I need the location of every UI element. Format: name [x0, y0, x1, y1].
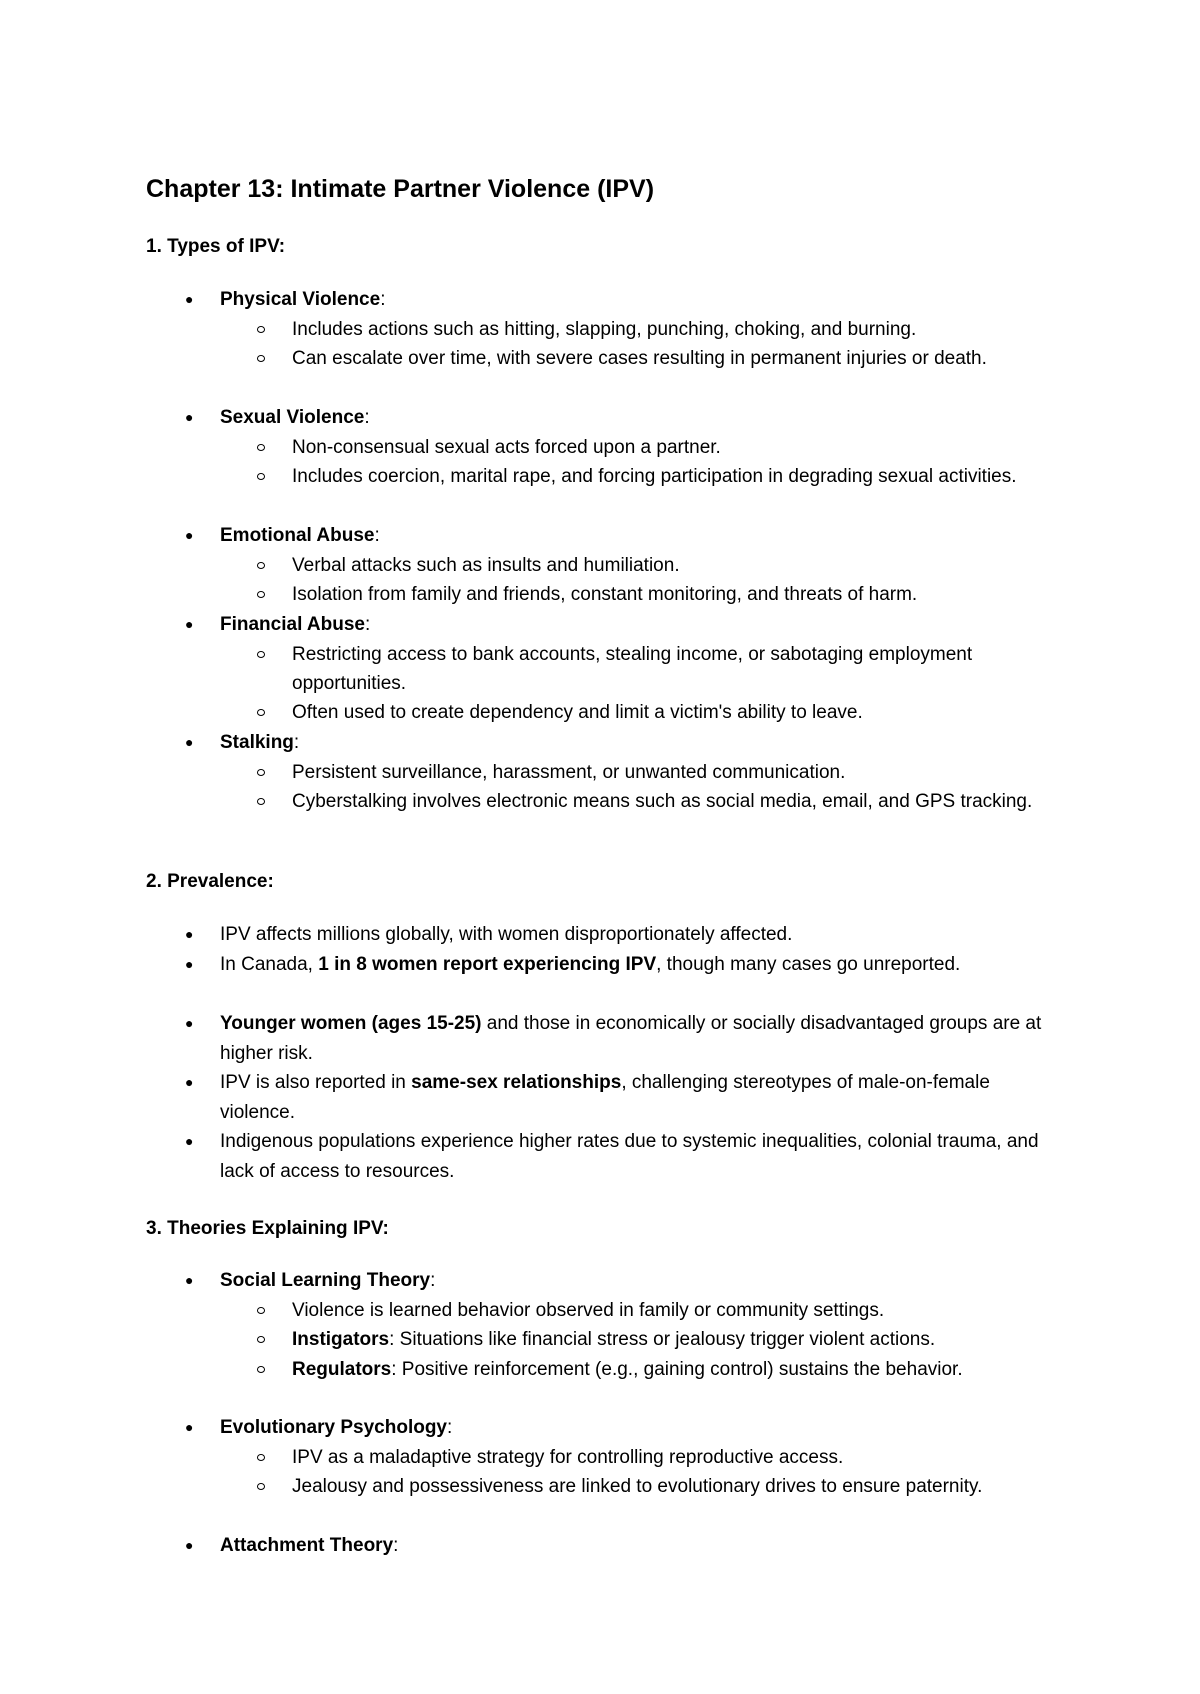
item-text: :: [447, 1417, 453, 1438]
sub-item-text: Restricting access to bank accounts, stealing income, or sabotaging employment opportunities.: [292, 643, 973, 694]
hollow-bullet-icon: [257, 326, 265, 333]
sub-item-text: Can escalate over time, with severe cases resulting in permanent injuries or death.: [292, 348, 987, 369]
sub-item-text: Violence is learned behavior observed in family or community settings.: [292, 1299, 885, 1321]
bullet-icon: ●: [185, 1419, 194, 1435]
item-emphasis: same-sex relationships: [411, 1072, 622, 1093]
bullet-icon: ●: [185, 527, 194, 543]
sub-item-text: : Situations like financial stress or jealousy trigger violent actions.: [389, 1329, 936, 1350]
item-term: Sexual Violence: [220, 407, 365, 428]
bullet-icon: ●: [185, 616, 194, 632]
sub-item-text: IPV as a maladaptive strategy for controlling reproductive access.: [292, 1446, 844, 1468]
hollow-bullet-icon: [257, 444, 265, 451]
sub-item-term: Regulators: [292, 1358, 392, 1380]
hollow-bullet-icon: [257, 651, 265, 658]
hollow-bullet-icon: [257, 798, 265, 805]
item-text: Indigenous populations experience higher rates due to systemic inequalities, colonial trauma, and lack of access to resources.: [220, 1131, 1039, 1182]
item-emphasis: Younger women (ages 15-25): [220, 1013, 482, 1034]
bullet-icon: ●: [185, 409, 194, 425]
section-heading-prevalence: 2. Prevalence:: [146, 871, 274, 892]
bullet-icon: ●: [185, 1272, 194, 1288]
item-text: , challenging stereotypes of male-on-female violence.: [220, 1072, 990, 1123]
item-term: Stalking: [220, 732, 294, 753]
item-text: :: [393, 1535, 399, 1556]
hollow-bullet-icon: [257, 562, 265, 569]
bullet-icon: ●: [185, 1537, 194, 1553]
hollow-bullet-icon: [257, 473, 265, 480]
hollow-bullet-icon: [257, 709, 265, 716]
item-text: :: [365, 614, 371, 635]
item-text: and those in economically or socially disadvantaged groups are at higher risk.: [220, 1013, 1042, 1064]
sub-item-text: : Positive reinforcement (e.g., gaining control) sustains the behavior.: [391, 1358, 963, 1380]
hollow-bullet-icon: [257, 591, 265, 598]
bullet-icon: ●: [185, 1133, 194, 1149]
sub-item-text: Includes coercion, marital rape, and forcing participation in degrading sexual activities.: [292, 466, 1017, 487]
sub-item-text: Often used to create dependency and limit a victim's ability to leave.: [292, 702, 863, 723]
item-term: Evolutionary Psychology: [220, 1417, 447, 1438]
hollow-bullet-icon: [257, 1336, 265, 1343]
sub-item-text: Persistent surveillance, harassment, or unwanted communication.: [292, 761, 846, 783]
item-term: Emotional Abuse: [220, 525, 375, 546]
item-term: Attachment Theory: [220, 1535, 394, 1556]
item-text: :: [374, 525, 380, 546]
section-heading-theories: 3. Theories Explaining IPV:: [146, 1218, 389, 1239]
hollow-bullet-icon: [257, 1454, 265, 1461]
item-text: IPV affects millions globally, with women disproportionately affected.: [220, 924, 793, 945]
item-text: , though many cases go unreported.: [656, 954, 961, 975]
item-text: :: [293, 732, 300, 753]
bullet-icon: ●: [185, 956, 194, 972]
item-emphasis: 1 in 8 women report experiencing IPV: [318, 954, 657, 975]
sub-item-text: Jealousy and possessiveness are linked to evolutionary drives to ensure paternity.: [292, 1476, 983, 1497]
item-term: Financial Abuse: [220, 614, 365, 635]
item-text: :: [430, 1270, 436, 1291]
bullet-icon: ●: [185, 1015, 194, 1031]
bullet-icon: ●: [185, 291, 194, 307]
bullet-icon: ●: [185, 1074, 194, 1090]
bullet-icon: ●: [185, 734, 194, 750]
hollow-bullet-icon: [257, 1307, 265, 1314]
hollow-bullet-icon: [257, 1366, 265, 1373]
hollow-bullet-icon: [257, 1483, 265, 1490]
item-text: :: [380, 289, 386, 310]
sub-item-text: Cyberstalking involves electronic means such as social media, email, and GPS tracking.: [292, 791, 1033, 812]
bullet-icon: ●: [185, 926, 194, 942]
item-text: In Canada,: [220, 954, 319, 975]
hollow-bullet-icon: [257, 355, 265, 362]
sub-item-term: Instigators: [292, 1329, 390, 1350]
item-text: IPV is also reported in: [220, 1072, 412, 1093]
item-term: Social Learning Theory: [220, 1270, 431, 1291]
document-title: Chapter 13: Intimate Partner Violence (IPV): [146, 175, 655, 203]
sub-item-text: Verbal attacks such as insults and humiliation.: [292, 554, 680, 576]
sub-item-text: Isolation from family and friends, constant monitoring, and threats of harm.: [292, 584, 918, 605]
hollow-bullet-icon: [257, 769, 265, 776]
item-term: Physical Violence: [220, 289, 381, 310]
section-heading-types: 1. Types of IPV:: [146, 236, 286, 257]
sub-item-text: Includes actions such as hitting, slapping, punching, choking, and burning.: [292, 318, 917, 340]
sub-item-text: Non-consensual sexual acts forced upon a partner.: [292, 436, 721, 458]
item-text: :: [364, 407, 370, 428]
